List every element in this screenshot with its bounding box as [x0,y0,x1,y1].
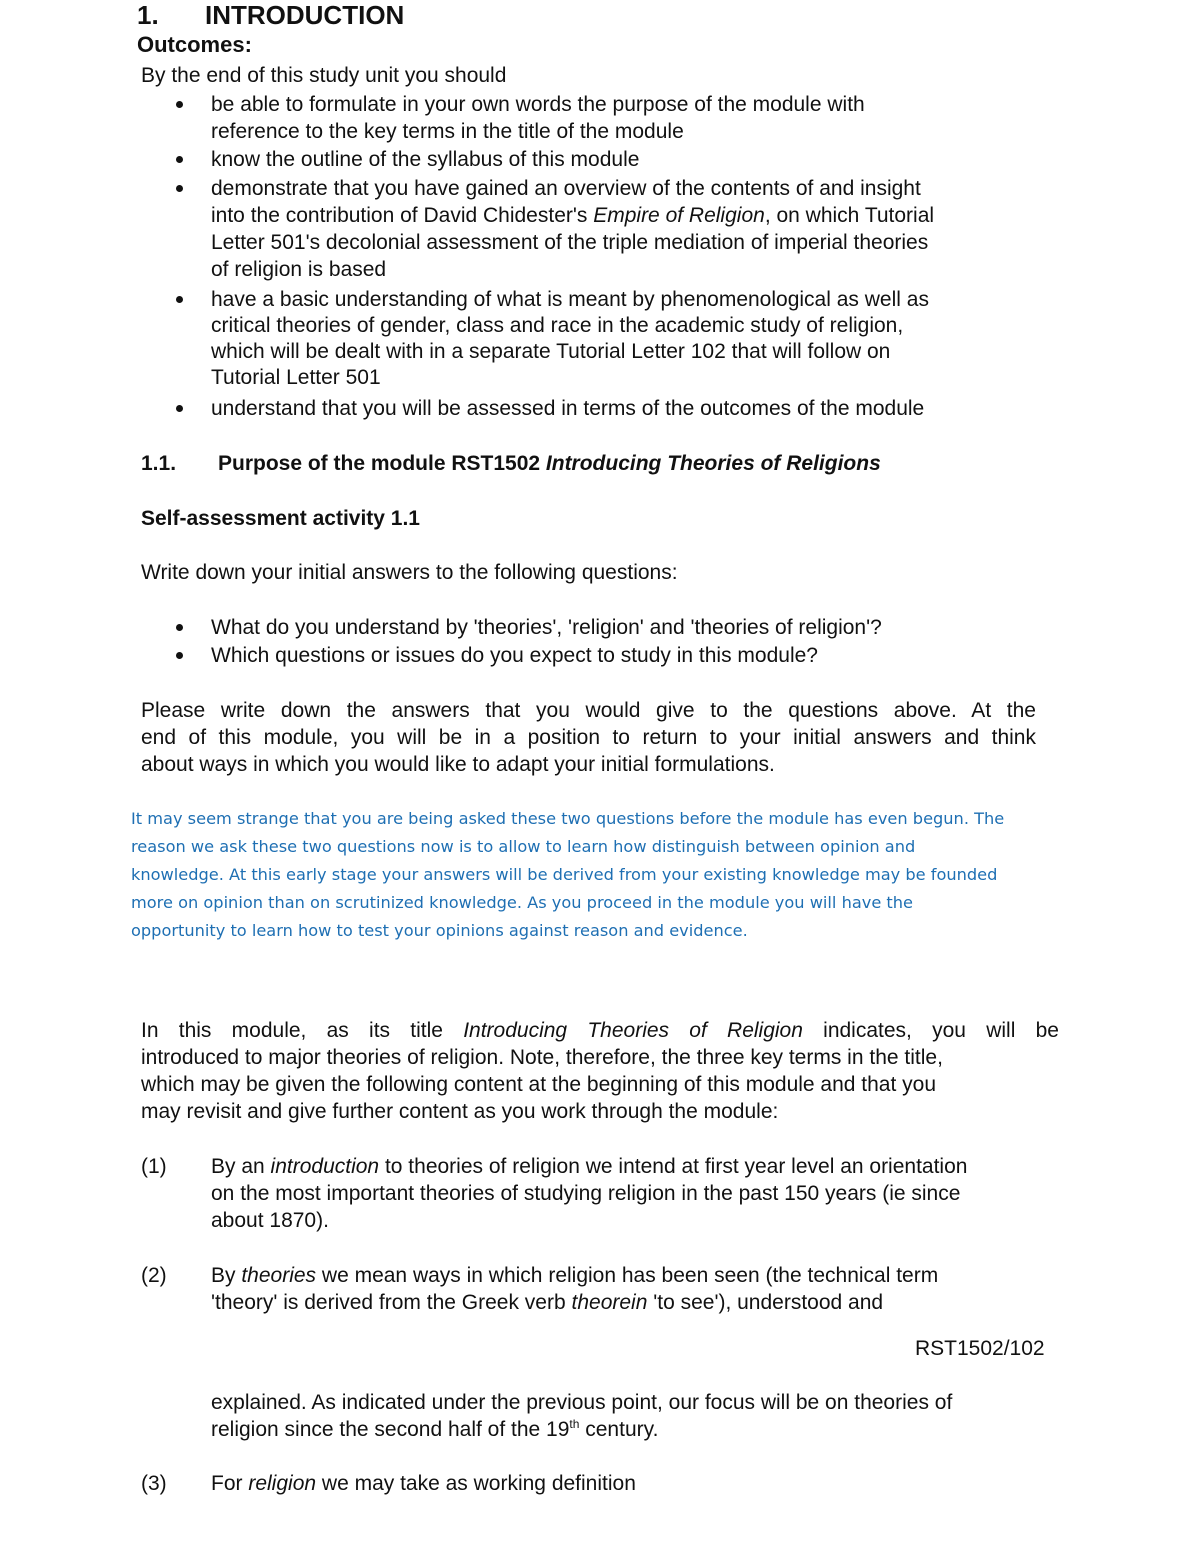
term-line [211,1289,883,1316]
self-assessment-title: Self-assessment activity 1.1 [141,507,420,530]
question-item: Which questions or issues do you expect to study in this module? [211,644,818,667]
term-line: explained. As indicated under the previous point, our focus will be on theories of [211,1391,953,1414]
section-title [218,450,881,477]
term-number: (2) [141,1264,167,1287]
heading [137,0,405,30]
list-item: demonstrate that you have gained an overview of the contents of and insight [211,177,921,200]
text-run: By [211,1264,242,1287]
term-line [211,1262,938,1289]
list-item: have a basic understanding of what is meant by phenomenological as well as [211,288,929,311]
self-assessment-prompt: Write down your initial answers to the following questions: [141,561,678,584]
bullet-icon [176,156,183,163]
heading-title: INTRODUCTION [205,0,405,30]
bullet-icon [176,185,183,192]
list-item: Letter 501's decolonial assessment of the triple mediation of imperial theories [211,231,929,254]
text-run: 'theory' is derived from the Greek verb [211,1291,572,1314]
text-run: By an [211,1155,271,1178]
list-item: which will be dealt with in a separate Tutorial Letter 102 that will follow on [211,340,891,363]
term-line [211,1416,658,1443]
module-title: Introducing Theories of Religion [463,1019,803,1042]
page-reference: RST1502/102 [915,1337,1045,1360]
text-run: into the contribution of David Chidester's [211,204,594,227]
paragraph-line: may revisit and give further content as you work through the module: [141,1100,779,1123]
term-line [211,1470,636,1497]
text-run: religion since the second half of the 19 [211,1418,570,1441]
paragraph-line [141,1017,1059,1044]
text-run: In this module, as its title [141,1019,464,1042]
term-number: (3) [141,1472,167,1495]
bullet-icon [176,405,183,412]
note-line: reason we ask these two questions now is to allow to learn how distinguish between opinion and [131,837,916,856]
list-item: of religion is based [211,258,387,281]
note-line: more on opinion than on scrutinized knowledge. As you proceed in the module you will have the [131,893,914,912]
book-title: Empire of Religion [593,204,765,227]
note-line: It may seem strange that you are being asked these two questions before the module has even begun. The [131,809,1005,828]
paragraph-line: introduced to major theories of religion. Note, therefore, the three key terms in the title, [141,1046,943,1069]
note-line: knowledge. At this early stage your answers will be derived from your existing knowledge may be founded [131,865,998,884]
paragraph-line: end of this module, you will be in a position to return to your initial answers and think [141,726,1036,749]
note-line: opportunity to learn how to test your opinions against reason and evidence. [131,921,748,940]
text-run: we mean ways in which religion has been seen (the technical term [316,1264,939,1287]
list-item: Tutorial Letter 501 [211,366,381,389]
term-line [211,1153,967,1180]
text-run: Purpose of the module RST1502 [218,452,546,475]
text-run: For [211,1472,249,1495]
paragraph-line: Please write down the answers that you would give to the questions above. At the [141,699,1036,722]
bullet-icon [176,101,183,108]
list-item [211,202,934,229]
list-item: know the outline of the syllabus of this module [211,148,640,171]
module-title: Introducing Theories of Religions [545,452,881,475]
text-run: we may take as working definition [316,1472,636,1495]
text-run: century. [579,1418,659,1441]
term-line: on the most important theories of studying religion in the past 150 years (ie since [211,1182,961,1205]
outcomes-label: Outcomes: [137,32,252,57]
key-term: introduction [270,1155,380,1178]
paragraph-line: about ways in which you would like to adapt your initial formulations. [141,753,775,776]
list-item: be able to formulate in your own words the purpose of the module with [211,93,865,116]
list-item: reference to the key terms in the title of the module [211,120,684,143]
bullet-icon [176,624,183,631]
term-line: about 1870). [211,1209,329,1232]
text-run: to theories of religion we intend at first year level an orientation [379,1155,968,1178]
outcomes-intro: By the end of this study unit you should [141,64,507,87]
question-item: What do you understand by 'theories', 'religion' and 'theories of religion'? [211,616,882,639]
key-term: theories [241,1264,317,1287]
heading-number: 1. [137,0,159,30]
list-item: critical theories of gender, class and race in the academic study of religion, [211,314,904,337]
superscript: th [569,1417,580,1431]
term-number: (1) [141,1155,167,1178]
greek-term: theorein [571,1291,648,1314]
list-item: understand that you will be assessed in terms of the outcomes of the module [211,397,925,420]
paragraph-line: which may be given the following content at the beginning of this module and that you [141,1073,937,1096]
section-heading [141,450,881,477]
key-term: religion [248,1472,317,1495]
text-run: indicates, you will be [802,1019,1059,1042]
text-run: , on which Tutorial [764,204,935,227]
section-number: 1.1. [141,452,177,475]
text-run: 'to see'), understood and [647,1291,884,1314]
bullet-icon [176,296,183,303]
bullet-icon [176,652,183,659]
